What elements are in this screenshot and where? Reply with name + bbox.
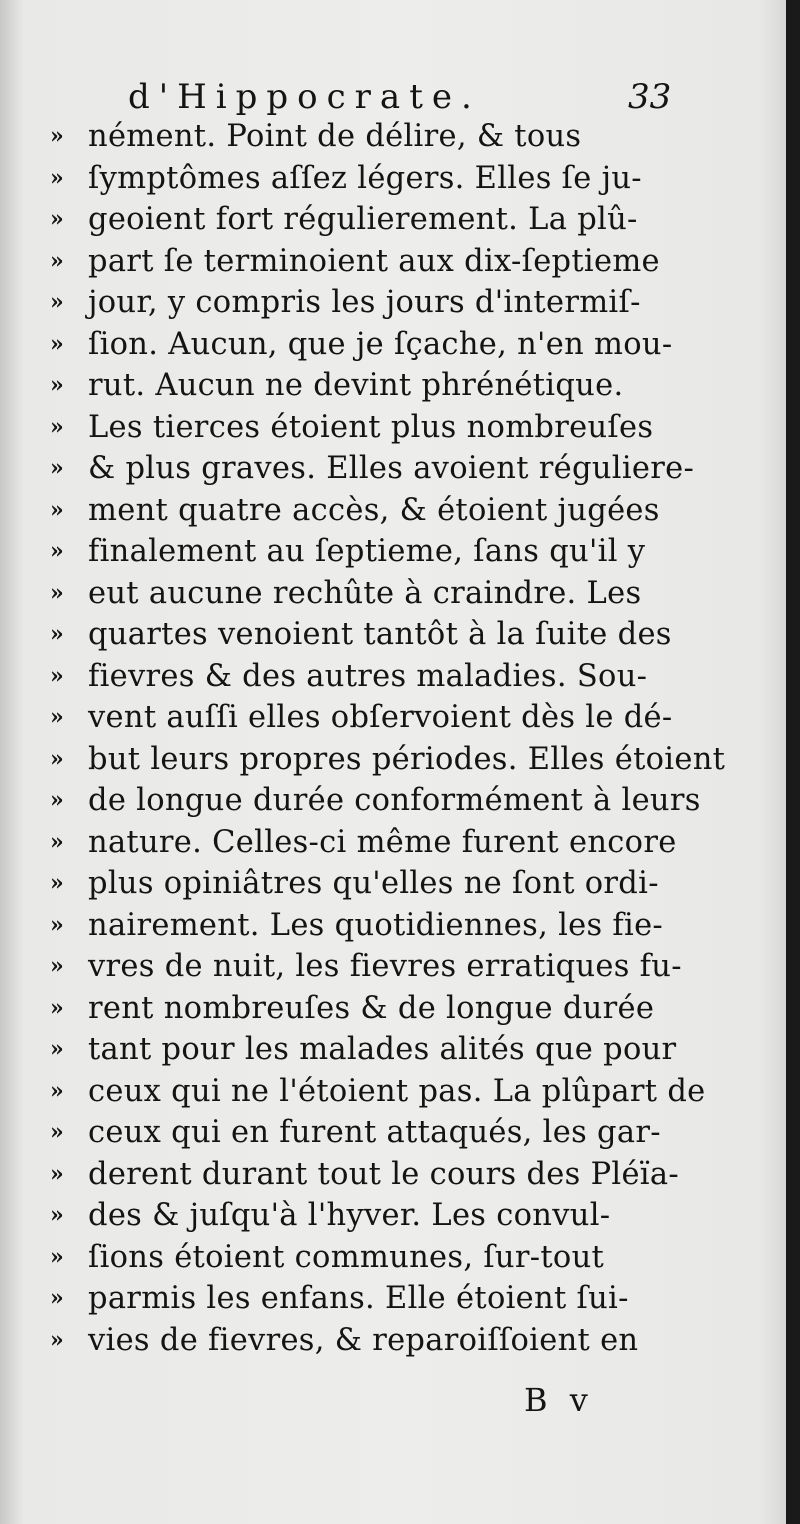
text-line [50, 614, 720, 656]
text-line [50, 1195, 720, 1237]
quotation-mark: » [50, 828, 62, 855]
line-text: ment quatre accès, & étoient jugées [88, 492, 660, 528]
text-line [50, 905, 720, 947]
text-line [50, 780, 720, 822]
quotation-mark: » [50, 1036, 62, 1062]
text-line [50, 490, 720, 532]
line-text: but leurs propres périodes. Elles étoient [88, 741, 726, 777]
line-text: fievres & des autres maladies. Sou- [88, 658, 648, 694]
line-text: nairement. Les quotidiennes, les fie- [88, 907, 664, 943]
text-line [50, 199, 720, 241]
quotation-mark: » [50, 745, 62, 772]
text-line [50, 988, 720, 1030]
text-line [50, 1112, 720, 1154]
line-text: plus opiniâtres qu'elles ne ſont ordi- [88, 866, 659, 901]
line-text: ceux qui en furent attaqués, les gar- [88, 1115, 661, 1150]
quotation-mark: » [50, 1202, 62, 1228]
quotation-mark: » [50, 123, 62, 149]
line-text: finalement au ſeptieme, ſans qu'il y [88, 534, 646, 569]
quotation-mark: » [50, 413, 62, 440]
quotation-mark: » [50, 289, 62, 315]
text-line [50, 1237, 720, 1279]
quotation-mark: » [50, 662, 62, 689]
line-text: de longue durée conformément à leurs [88, 783, 701, 818]
quotation-mark: » [50, 1326, 62, 1353]
quotation-mark: » [50, 164, 62, 191]
text-line [50, 1071, 720, 1113]
text-line [50, 697, 720, 739]
line-text: rut. Aucun ne devint phrénétique. [88, 368, 624, 403]
text-line [50, 573, 720, 615]
text-line [50, 448, 720, 490]
quotation-mark: » [50, 787, 62, 813]
text-line [50, 531, 720, 573]
running-title: d'Hippocrate. [128, 77, 481, 117]
text-line [50, 324, 720, 366]
text-line [50, 1278, 720, 1320]
page-header [0, 72, 786, 122]
line-text: geoient fort régulierement. La plû- [88, 202, 638, 237]
line-text: nature. Celles-ci même furent encore [88, 824, 677, 860]
text-line [50, 407, 720, 449]
line-text: ſions étoient communes, ſur-tout [88, 1239, 605, 1275]
quotation-mark: » [50, 911, 62, 938]
line-text: jour, y compris les jours d'intermiſ- [88, 285, 641, 320]
line-text: & plus graves. Elles avoient réguliere- [88, 451, 695, 486]
line-text: quartes venoient tantôt à la ſuite des [88, 617, 672, 652]
signature-mark: B v [524, 1381, 594, 1419]
line-text: vres de nuit, les fievres erratiques fu- [88, 949, 682, 984]
quotation-mark: » [50, 953, 62, 979]
text-line [50, 365, 720, 407]
text-line [50, 158, 720, 200]
line-text: vent auſſi elles obſervoient dès le dé- [88, 700, 673, 735]
line-text: part ſe terminoient aux dix-ſeptieme [88, 243, 660, 279]
line-text: ſion. Aucun, que je ſçache, n'en mou- [88, 326, 673, 362]
text-line [50, 822, 720, 864]
text-line [50, 116, 720, 158]
quotation-mark: » [50, 206, 62, 232]
quotation-mark: » [50, 870, 62, 896]
text-line [50, 241, 720, 283]
text-line [50, 863, 720, 905]
quotation-mark: » [50, 1119, 62, 1145]
quotation-mark: » [50, 247, 62, 274]
line-text: eut aucune rechûte à craindre. Les [88, 575, 642, 611]
text-line [50, 1029, 720, 1071]
line-text: ceux qui ne l'étoient pas. La plûpart de [88, 1073, 706, 1109]
text-line [50, 1320, 720, 1362]
quotation-mark: » [50, 1077, 62, 1104]
text-line [50, 282, 720, 324]
line-text: parmis les enfans. Elle étoient ſui- [88, 1281, 629, 1316]
quotation-mark: » [50, 994, 62, 1021]
quotation-mark: » [50, 372, 62, 398]
quotation-mark: » [50, 704, 62, 730]
line-text: nément. Point de délire, & tous [88, 119, 582, 154]
line-text: rent nombreuſes & de longue durée [88, 990, 655, 1026]
text-line [50, 946, 720, 988]
quotation-mark: » [50, 1285, 62, 1311]
line-text: tant pour les malades alités que pour [88, 1032, 677, 1067]
quotation-mark: » [50, 579, 62, 606]
quotation-mark: » [50, 496, 62, 523]
line-text: des & juſqu'à l'hyver. Les convul- [88, 1198, 611, 1233]
body-text [50, 116, 726, 1361]
quotation-mark: » [50, 330, 62, 357]
page-number: 33 [628, 77, 672, 117]
quotation-mark: » [50, 1160, 62, 1187]
text-line [50, 1154, 720, 1196]
line-text: ſymptômes aſſez légers. Elles ſe ju- [88, 160, 642, 196]
line-text: derent durant tout le cours des Pléïa- [88, 1156, 679, 1192]
line-text: vies de fievres, & reparoiſſoient en [88, 1322, 639, 1358]
quotation-mark: » [50, 455, 62, 481]
quotation-mark: » [50, 1243, 62, 1270]
page-edge-shadow [786, 0, 800, 1524]
quotation-mark: » [50, 538, 62, 564]
text-line [50, 739, 726, 781]
quotation-mark: » [50, 621, 62, 647]
line-text: Les tierces étoient plus nombreuſes [88, 409, 654, 445]
text-line [50, 656, 720, 698]
